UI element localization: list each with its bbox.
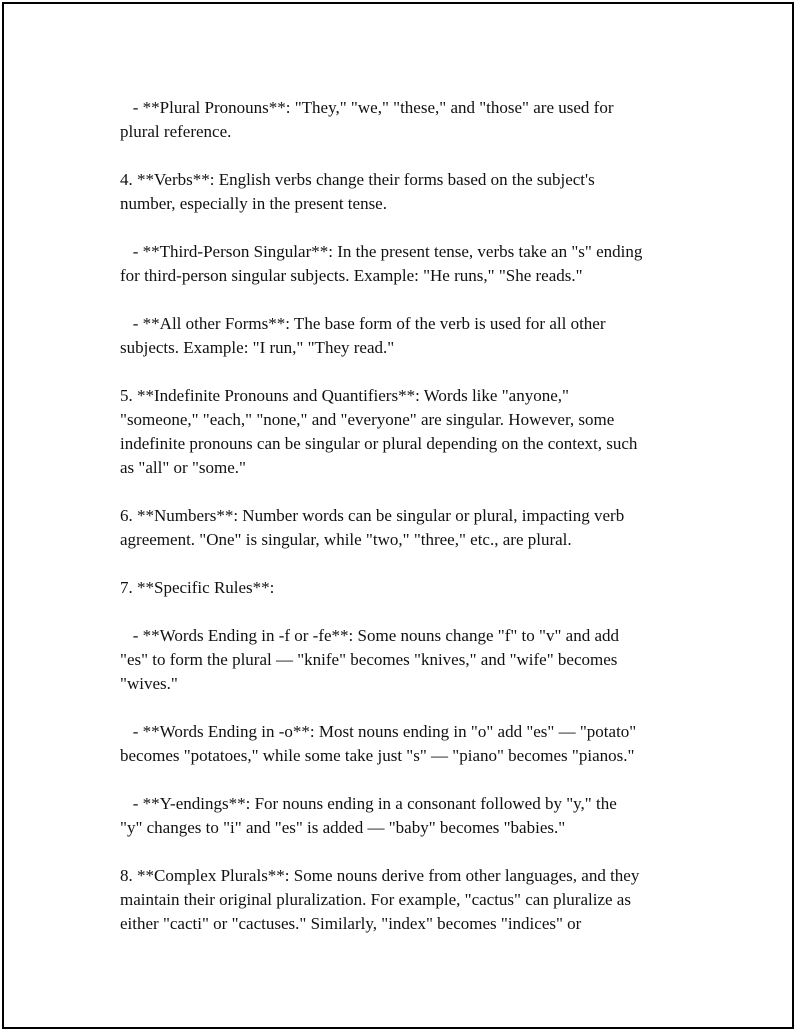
paragraph-complex-plurals: 8. **Complex Plurals**: Some nouns derive from other languages, and they maintain their original pluralization. For example, "cactus" can pluralize as either "cacti" or "cactuses." Similarly, "index" becomes "indices" or [120,866,640,933]
paragraph-third-person-singular: - **Third-Person Singular**: In the present tense, verbs take an "s" ending for third-person singular subjects. Example: "He runs," "She reads." [120,242,643,285]
paragraph-numbers: 6. **Numbers**: Number words can be singular or plural, impacting verb agreement. "One" is singular, while "two," "three," etc., are plural. [120,506,625,549]
paragraph-indefinite-pronouns: 5. **Indefinite Pronouns and Quantifiers**: Words like "anyone," "someone," "each," "none," and "everyone" are singular. However, some indefinite pronouns can be singular or plural depending on the context, such as "all" or "some." [120,386,638,477]
paragraph-y-endings: - **Y-endings**: For nouns ending in a consonant followed by "y," the "y" changes to "i" and "es" is added — "baby" becomes "babies." [120,794,617,837]
document-page [2,2,794,1029]
paragraph-all-other-forms: - **All other Forms**: The base form of the verb is used for all other subjects. Example: "I run," "They read." [120,314,606,357]
paragraph-specific-rules: 7. **Specific Rules**: [120,578,275,597]
document-body [120,96,700,960]
paragraph-words-ending-o: - **Words Ending in -o**: Most nouns ending in "o" add "es" — "potato" becomes "potatoes," while some take just "s" — "piano" becomes "pianos." [120,722,637,765]
paragraph-verbs: 4. **Verbs**: English verbs change their forms based on the subject's number, especially in the present tense. [120,170,595,213]
paragraph-words-ending-f-fe: - **Words Ending in -f or -fe**: Some nouns change "f" to "v" and add "es" to form the plural — "knife" becomes "knives," and "wife" becomes "wives." [120,626,619,693]
paragraph-plural-pronouns: - **Plural Pronouns**: "They," "we," "these," and "those" are used for plural reference. [120,98,614,141]
